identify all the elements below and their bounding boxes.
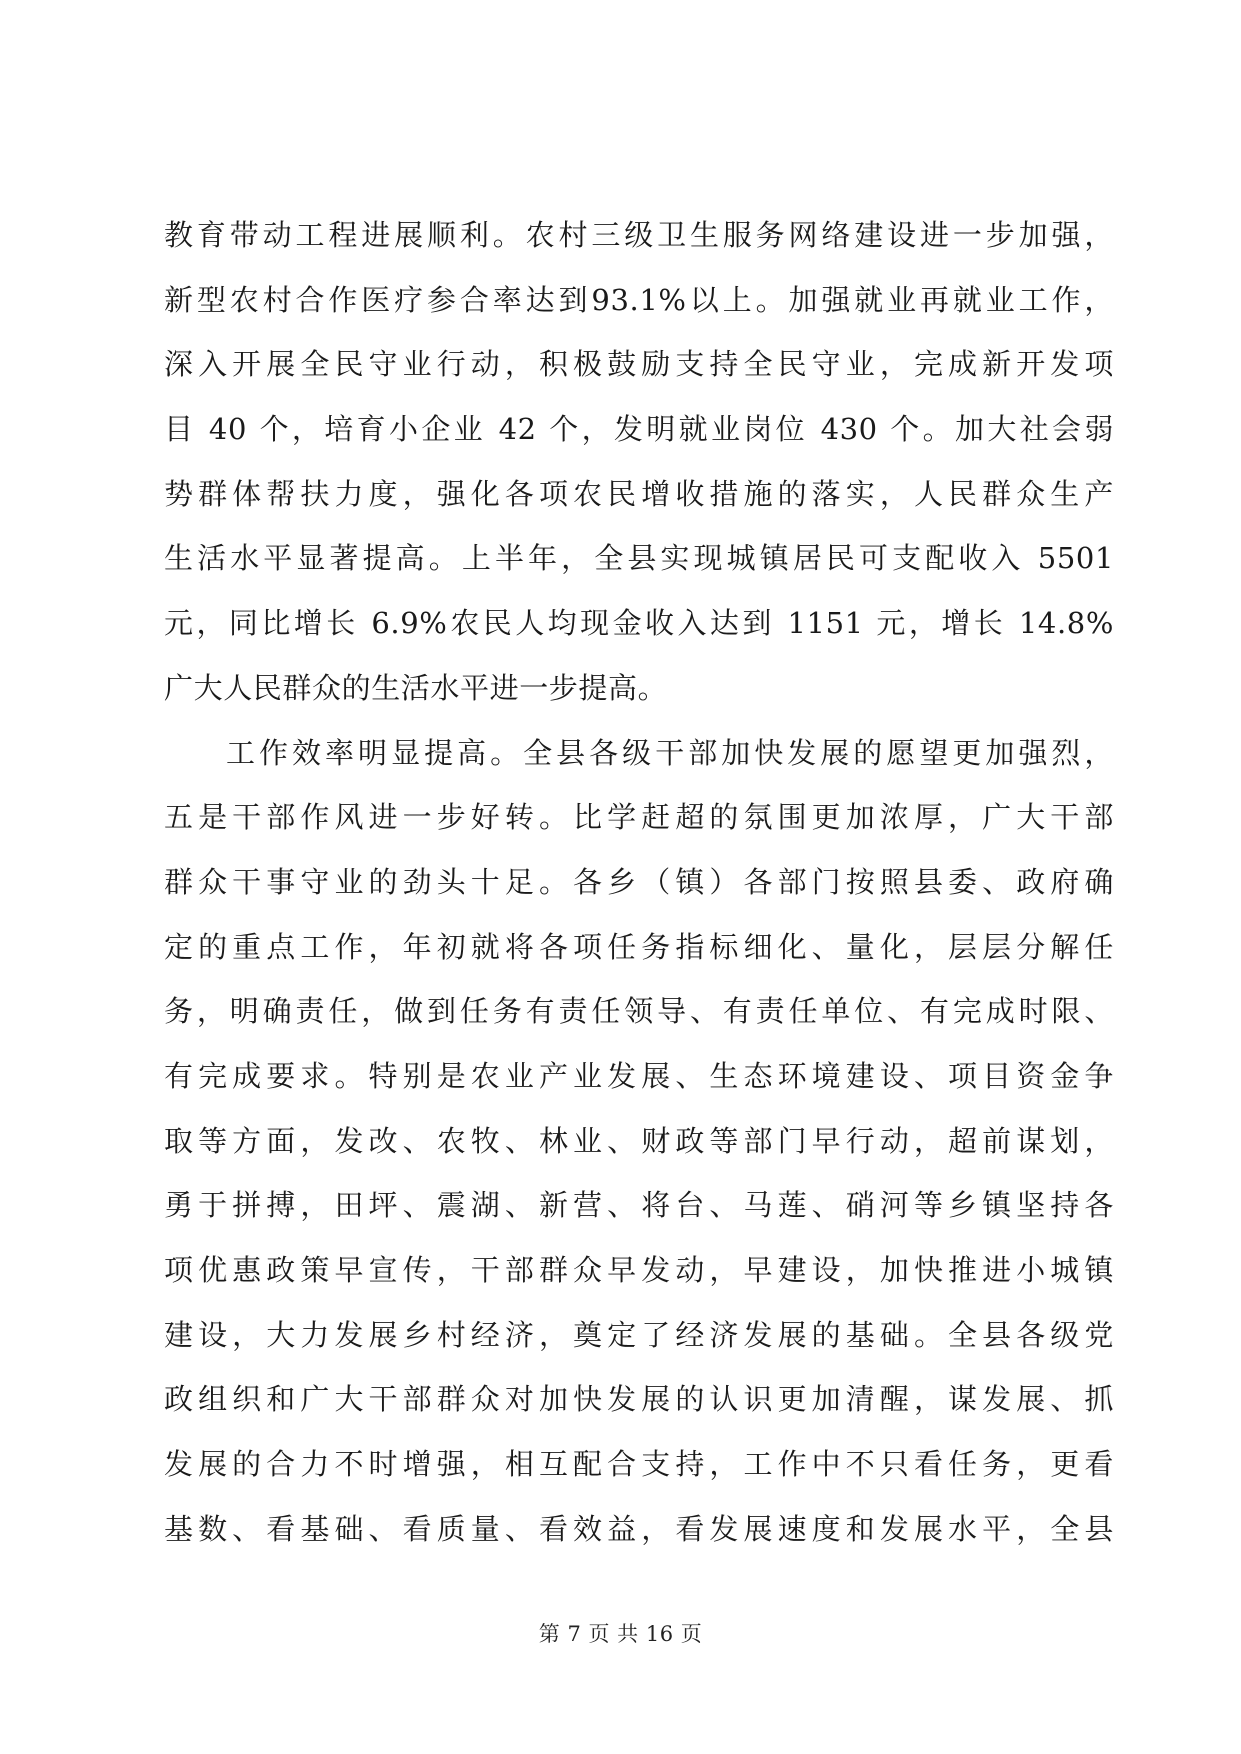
- paragraph-2-line-7: 取等方面，发改、农牧、林业、财政等部门早行动，超前谋划，: [164, 1123, 1114, 1158]
- page-footer: [0, 1618, 1241, 1648]
- paragraph-2-line-2: 五是干部作风进一步好转。比学赶超的氛围更加浓厚，广大干部: [164, 800, 1114, 835]
- paragraph-1-line-1: 教育带动工程进展顺利。农村三级卫生服务网络建设进一步加强，: [164, 218, 1114, 252]
- paragraph-1-line-4: 目 40 个，培育小企业 42 个，发明就业岗位 430 个。加大社会弱: [164, 412, 1114, 447]
- paragraph-1-line-7: 元，同比增长 6.9%农民人均现金收入达到 1151 元，增长 14.8%: [164, 606, 1114, 641]
- paragraph-2-line-12: 发展的合力不时增强，相互配合支持，工作中不只看任务，更看: [164, 1447, 1114, 1482]
- paragraph-2-line-10: 建设，大力发展乡村经济，奠定了经济发展的基础。全县各级党: [164, 1317, 1114, 1352]
- paragraph-1-line-3: 深入开展全民守业行动，积极鼓励支持全民守业，完成新开发项: [164, 347, 1114, 382]
- paragraph-2-line-6: 有完成要求。特别是农业产业发展、生态环境建设、项目资金争: [164, 1058, 1114, 1093]
- paragraph-2-line-1: 工作效率明显提高。全县各级干部加快发展的愿望更加强烈，: [226, 735, 1114, 770]
- paragraph-2-line-3: 群众干事守业的劲头十足。各乡（镇）各部门按照县委、政府确: [164, 864, 1114, 899]
- paragraph-2-line-8: 勇于拼搏，田坪、震湖、新营、将台、马莲、硝河等乡镇坚持各: [164, 1188, 1114, 1223]
- paragraph-2-line-11: 政组织和广大干部群众对加快发展的认识更加清醒，谋发展、抓: [164, 1382, 1114, 1417]
- paragraph-2-line-13: 基数、看基础、看质量、看效益，看发展速度和发展水平，全县: [164, 1511, 1114, 1546]
- document-body: [164, 203, 1114, 1561]
- paragraph-1-line-8: 广大人民群众的生活水平进一步提高。: [164, 670, 668, 705]
- paragraph-1-line-6: 生活水平显著提高。上半年，全县实现城镇居民可支配收入 5501: [164, 541, 1114, 576]
- paragraph-1-line-2: 新型农村合作医疗参合率达到93.1%以上。加强就业再就业工作，: [164, 282, 1114, 317]
- paragraph-1-line-5: 势群体帮扶力度，强化各项农民增收措施的落实，人民群众生产: [164, 476, 1114, 511]
- paragraph-2-line-4: 定的重点工作，年初就将各项任务指标细化、量化，层层分解任: [164, 929, 1114, 964]
- paragraph-2-line-5: 务，明确责任，做到任务有责任领导、有责任单位、有完成时限、: [164, 994, 1114, 1029]
- page-number-label: 第 7 页 共 16 页: [538, 1622, 703, 1646]
- paragraph-2-line-9: 项优惠政策早宣传，干部群众早发动，早建设，加快推进小城镇: [164, 1253, 1114, 1287]
